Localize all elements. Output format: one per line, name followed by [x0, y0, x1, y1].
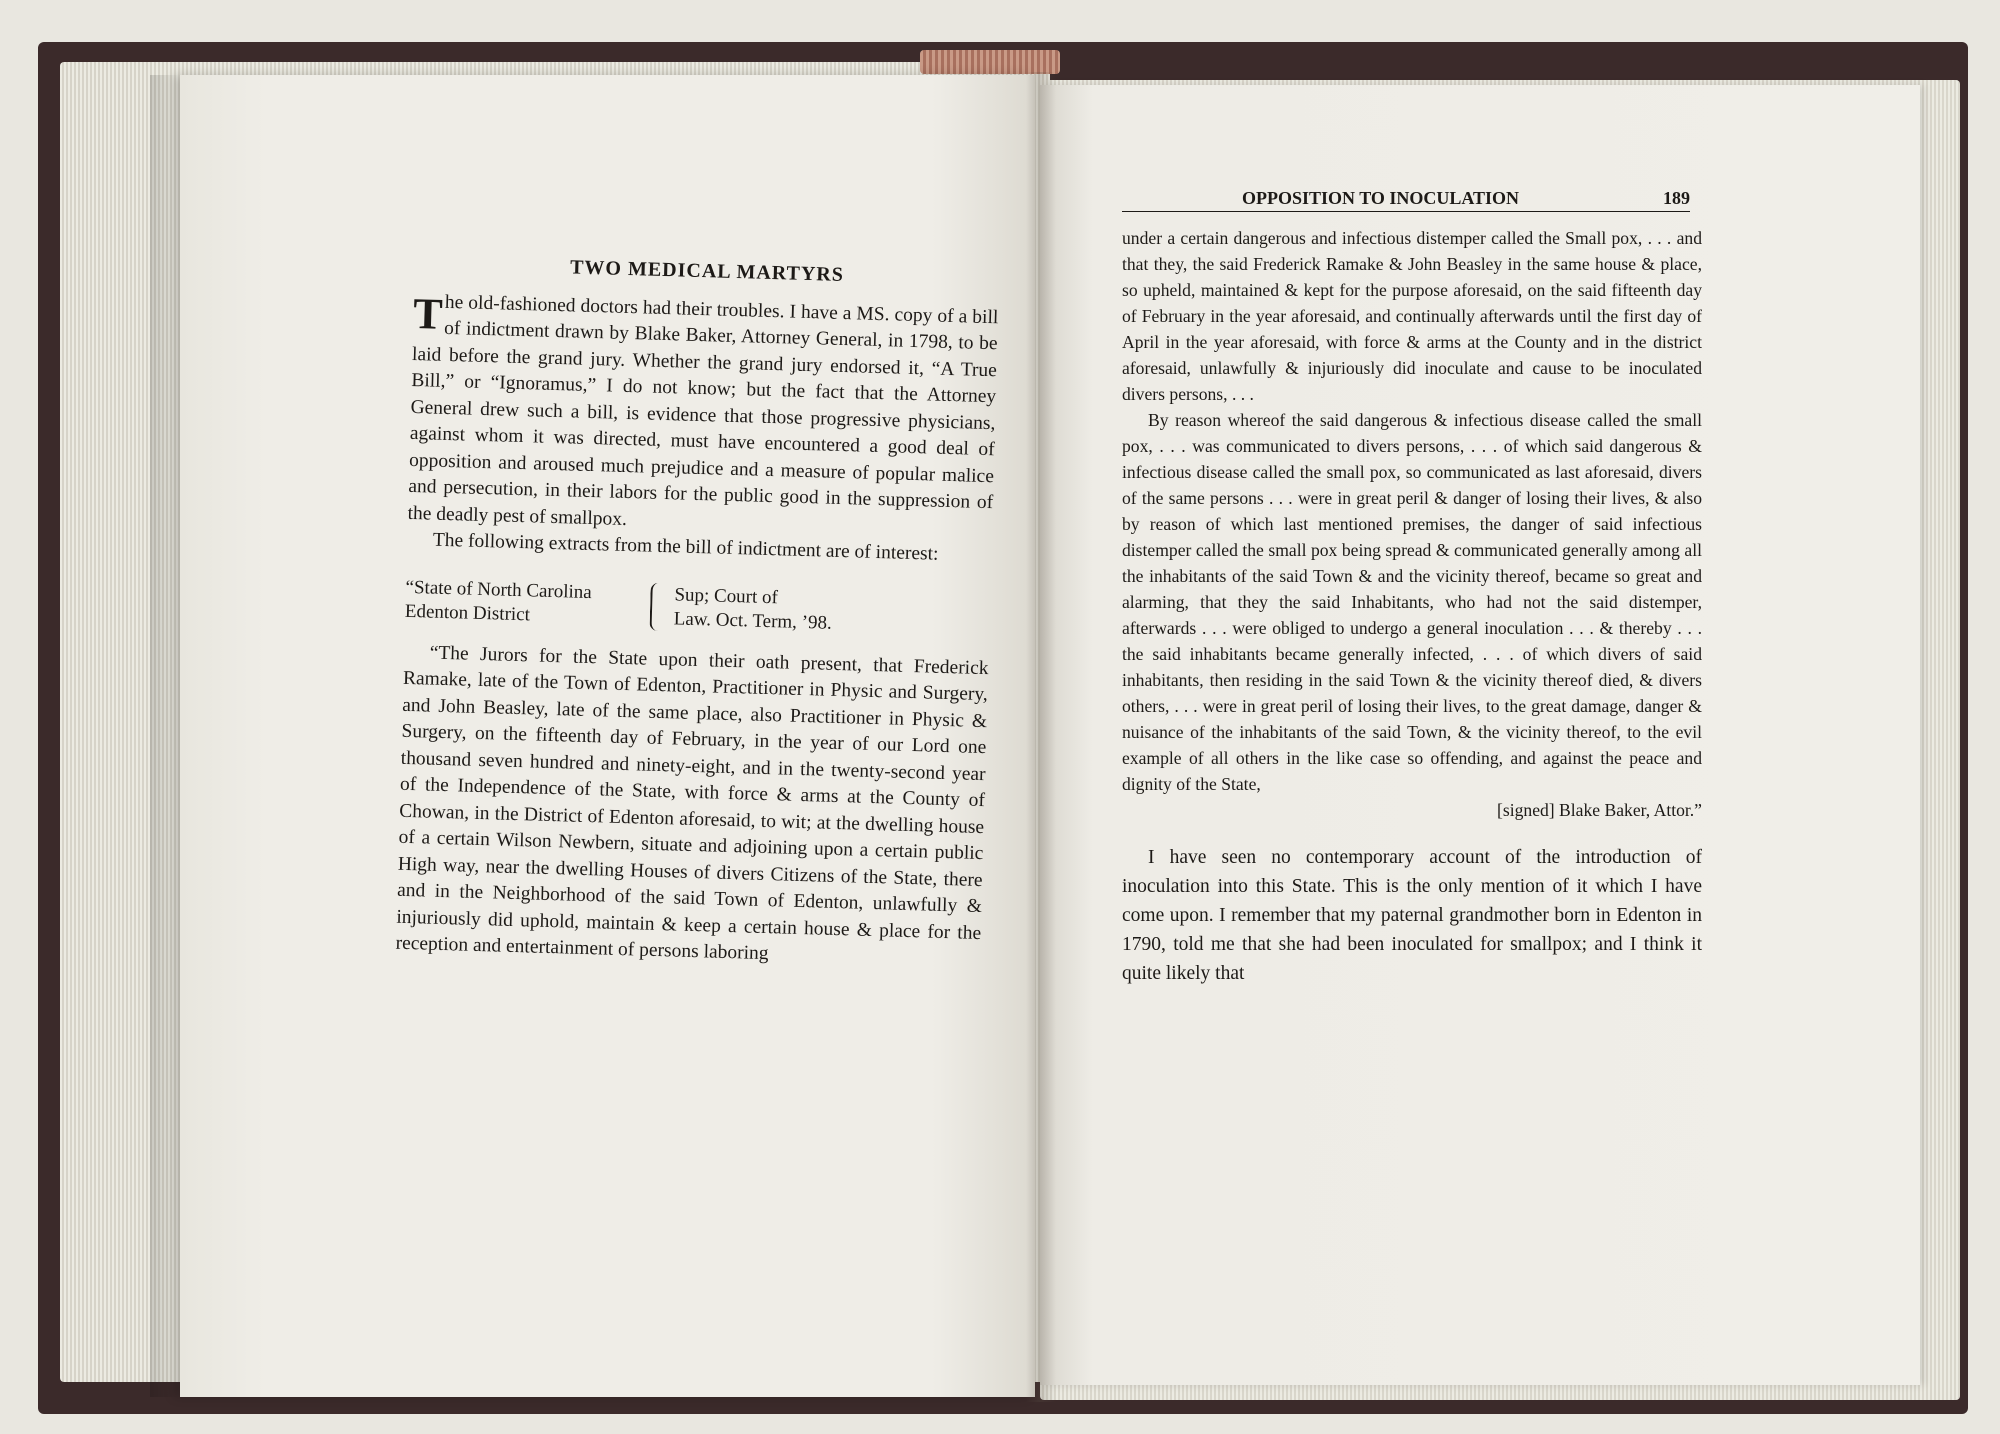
caption-right	[673, 583, 990, 640]
caption-district: Edenton District	[404, 600, 531, 625]
left-paragraph-2: The following extracts from the bill of indictment are of interest:	[432, 529, 939, 565]
indictment-caption	[405, 575, 991, 639]
right-paragraph-1: under a certain dangerous and infectious distemper called the Small pox, . . . and that they, the said Frederick Ramake & John Beasley in the same house & place, so upheld, maintained & kept for the purpose aforesaid, on the said fifteenth day of February in the year aforesaid, and continually afterwards until the first day of April in the year aforesaid, with force & arms at the County and in the district aforesaid, unlawfully & injuriously did inoculate and cause to be inoculated divers persons, . . .	[1122, 228, 1702, 404]
chapter-title: TWO MEDICAL MARTYRS	[569, 256, 845, 286]
left-page-text	[395, 250, 1000, 974]
page-number: 189	[1663, 188, 1690, 208]
right-page-text	[1122, 225, 1702, 988]
right-paragraph-3: I have seen no contemporary account of the introduction of inoculation into this State. This is the only mention of it which I have come upon. I remember that my paternal grandmother born in Edenton in 1790, told me that she had been inoculated for smallpox; and I think it quite likely that	[1122, 847, 1702, 984]
drop-cap: T	[412, 288, 444, 339]
caption-term: Law. Oct. Term, ’98.	[673, 607, 833, 634]
left-paragraph-3: “The Jurors for the State upon their oath present, that Frederick Ramake, late of the Town of Edenton, Practitioner in Physic and Surgery, and John Beasley, late of the same place, also Practitioner in Physic & Surgery, on the fifteenth day of February, in the year of our Lord one thousand seven hundred and ninety-eight, and in the twenty-second year of the Independence of the State, with force & arms at the County of Chowan, in the District of Edenton aforesaid, to wit; at the dwelling house of a certain Wilson Newbern, situate and adjoining upon a certain public High way, near the dwelling Houses of divers Citizens of the State, there and in the Neighborhood of the said Town of Edenton, unlawfully & injuriously did uphold, maintain & keep a certain house & place for the reception and entertainment of persons laboring	[395, 642, 989, 965]
running-head-title: OPPOSITION TO INOCULATION	[1242, 188, 1520, 208]
book-gutter	[1026, 72, 1056, 1402]
left-paragraph-1-text: he old-fashioned doctors had their troubles. I have a MS. copy of a bill of indictment drawn by Blake Baker, Attorney General, in 1798, to be laid before the grand jury. Whether the grand jury endorsed it, “A True Bill,” or “Ignoramus,” I do not know; but the fact that the Attorney General drew such a bill, is evidence that those progressive physicians, against whom it was directed, must have encountered a good deal of opposition and aroused much prejudice and a measure of popular malice and persecution, in their labors for the public good in the suppression of the deadly pest of smallpox.	[407, 291, 999, 530]
left-paragraph-1	[407, 288, 998, 543]
caption-court: Sup; Court of	[674, 583, 779, 608]
running-head	[1122, 188, 1690, 212]
left-page-edge-shadow	[150, 75, 180, 1397]
signature-line: [signed] Blake Baker, Attor.”	[1497, 800, 1702, 820]
caption-left	[405, 575, 651, 630]
caption-state: “State of North Carolina	[405, 576, 593, 603]
brace-icon	[649, 582, 666, 630]
binding-headband	[920, 50, 1060, 74]
spacer	[1122, 823, 1702, 843]
right-paragraph-2: By reason whereof the said dangerous & infectious disease called the small pox, . . . was communicated to divers persons, . . . of which said dangerous & infectious disease called the small pox, so communicated as last aforesaid, divers of the same persons . . . were in great peril & danger of losing their lives, & also by reason of which last mentioned premises, the danger of said infectious distemper called the small pox being spread & communicated generally among all the inhabitants of the said Town & and the vicinity thereof, became so great and alarming, that they the said Inhabitants, who had not the said distemper, afterwards . . . were obliged to undergo a general inoculation . . . & thereby . . . the said inhabitants became generally infected, . . . of which divers of said inhabitants, then residing in the said Town & the vicinity thereof died, & divers others, . . . were in great peril of losing their lives, to the great damage, danger & nuisance of the inhabitants of the said Town, & the vicinity thereof, to the evil example of all others in the like case so offending, and against the peace and dignity of the State,	[1122, 410, 1702, 794]
